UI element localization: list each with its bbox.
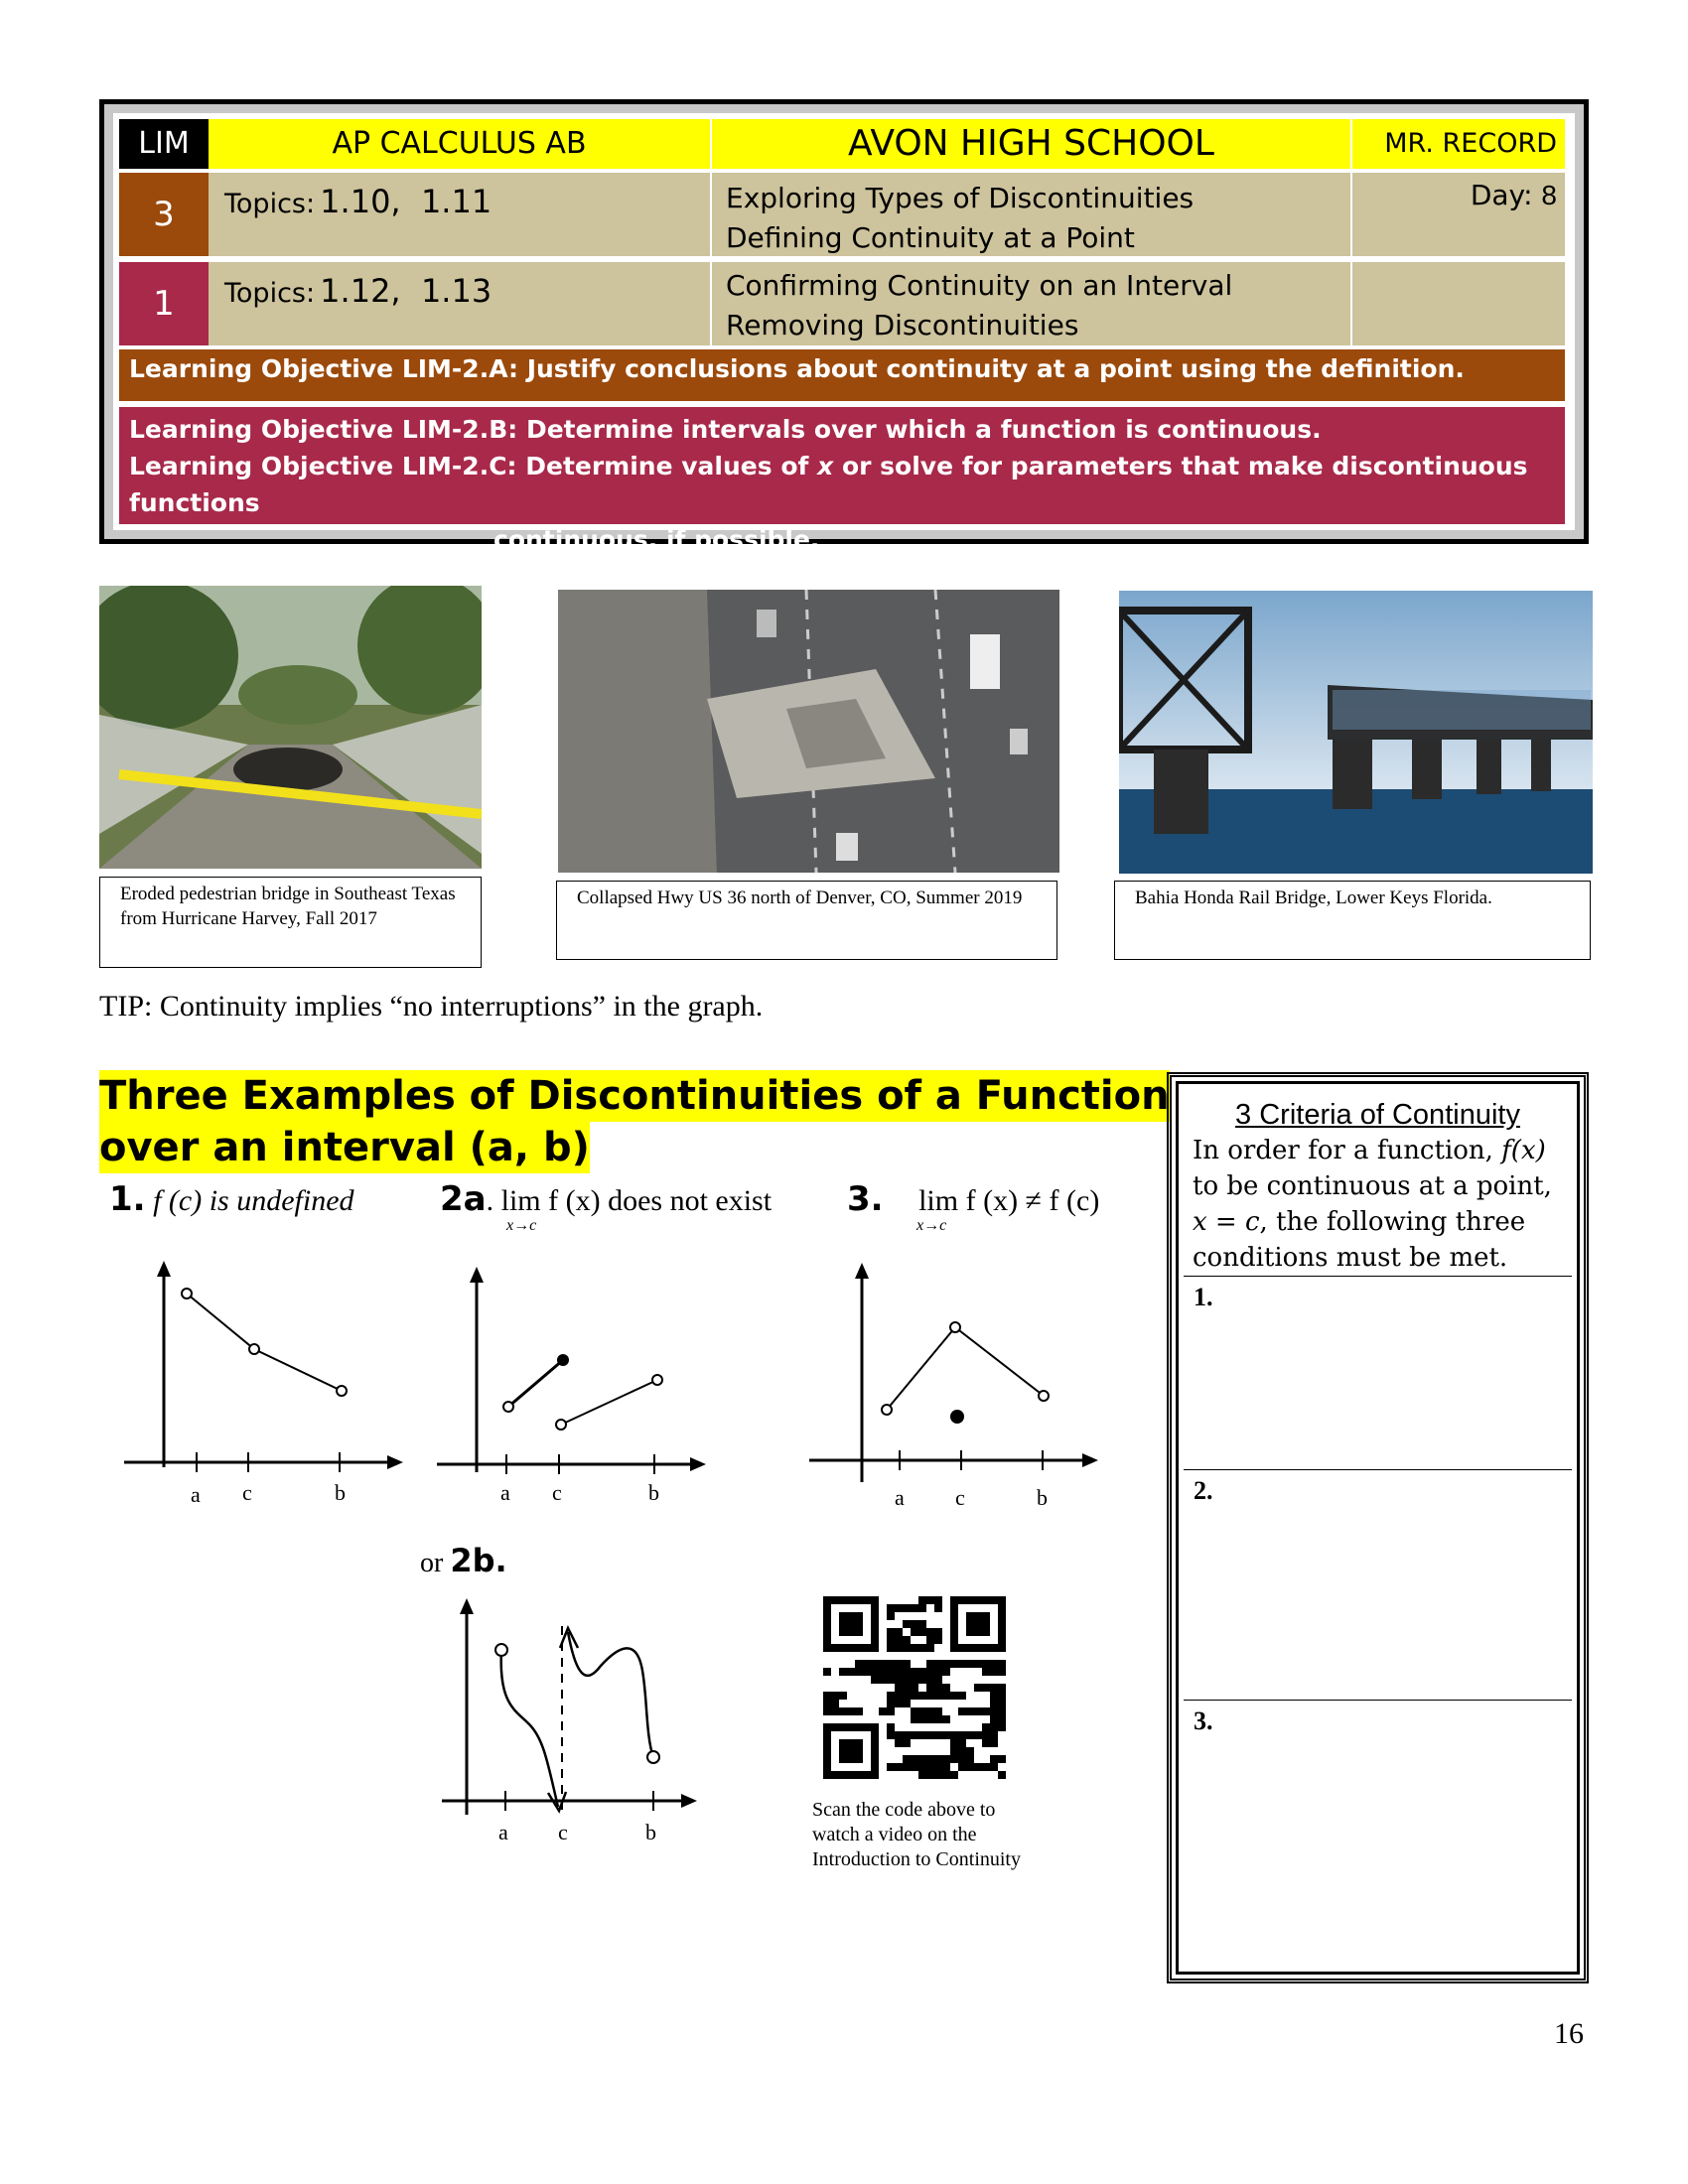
unit-number: 1	[153, 284, 175, 324]
day-cell	[1352, 173, 1565, 256]
topics-cell-1	[209, 173, 710, 256]
axis-label-c: c	[558, 1820, 568, 1844]
objective-c-text: Learning Objective LIM-2.C: Determine values of x or solve for parameters that make discontinuous functions	[129, 452, 1528, 517]
topics-values: 1.12, 1.13	[320, 272, 492, 310]
objective-c-continued: continuous, if possible.	[493, 525, 820, 554]
qr-caption: Scan the code above to watch a video on the Introduction to Continuity	[812, 1799, 1021, 1870]
graph-infinite-discontinuity	[437, 1596, 705, 1864]
section-title-line1: Three Examples of Discontinuities of a Function	[99, 1070, 1170, 1122]
example-2a-label: 2a. lim f (x) does not exist	[440, 1179, 773, 1219]
axis-label-a: a	[191, 1482, 201, 1507]
course-title: AP CALCULUS AB	[332, 126, 587, 161]
page-number: 16	[1554, 2017, 1584, 2050]
axis-label-b: b	[645, 1820, 656, 1844]
day-value: 8	[1541, 180, 1557, 210]
tip-text: TIP: Continuity implies “no interruptions” in the graph.	[99, 990, 764, 1023]
objective-a-text: Learning Objective LIM-2.A: Justify conclusions about continuity at a point using the definition.	[129, 354, 1465, 383]
example-3-label: 3. lim f (x) ≠ f (c)	[847, 1179, 1100, 1219]
section-title-line2: over an interval (a, b)	[99, 1122, 590, 1173]
graph-removable-discontinuity	[804, 1259, 1102, 1519]
criteria-item-1[interactable]: 1.	[1184, 1276, 1572, 1469]
lesson-title-line: Defining Continuity at a Point	[726, 221, 1135, 254]
teacher-name: MR. RECORD	[1384, 128, 1557, 159]
unit-cell-1	[119, 262, 209, 345]
teacher-cell	[1352, 119, 1565, 169]
unit-number: 3	[153, 195, 175, 234]
empty-cell	[1352, 262, 1565, 345]
objective-bc	[119, 407, 1565, 554]
photo-caption: Eroded pedestrian bridge in Southeast Texas from Hurricane Harvey, Fall 2017	[99, 877, 482, 968]
photo-caption: Collapsed Hwy US 36 north of Denver, CO, Summer 2019	[556, 881, 1057, 960]
qr-code[interactable]	[823, 1596, 1006, 1779]
axis-label-b: b	[648, 1480, 659, 1505]
eroded-bridge-photo	[99, 586, 482, 869]
limit-subscript: x→c	[916, 1217, 947, 1234]
graph-undefined-point	[119, 1259, 407, 1517]
course-cell	[209, 119, 710, 169]
criteria-box	[1167, 1072, 1589, 1983]
lesson-title-line: Confirming Continuity on an Interval	[726, 269, 1233, 302]
topics-label: Topics:	[224, 278, 316, 309]
axis-label-c: c	[552, 1480, 562, 1505]
axis-label-a: a	[895, 1485, 905, 1510]
collapsed-highway-photo	[558, 590, 1059, 873]
axis-label-a: a	[500, 1480, 510, 1505]
axis-label-c: c	[242, 1480, 252, 1505]
example-2b-label: or 2b.	[420, 1542, 507, 1579]
section-title	[99, 1070, 1170, 1173]
lesson-title-cell-1	[712, 173, 1350, 256]
school-name: AVON HIGH SCHOOL	[848, 123, 1214, 164]
lesson-title-line: Removing Discontinuities	[726, 309, 1079, 341]
topics-values: 1.10, 1.11	[320, 183, 492, 220]
axis-label-c: c	[955, 1485, 965, 1510]
day-label: Day:	[1470, 179, 1533, 211]
objective-a	[119, 349, 1565, 401]
lim-cell	[119, 119, 209, 169]
school-cell	[712, 119, 1350, 169]
topics-label: Topics:	[224, 189, 316, 219]
graph-jump-discontinuity	[432, 1259, 710, 1517]
axis-label-b: b	[335, 1480, 346, 1505]
criteria-item-2[interactable]: 2.	[1184, 1469, 1572, 1700]
criteria-item-3[interactable]: 3.	[1184, 1700, 1572, 1968]
header-table	[99, 99, 1589, 554]
topics-cell-2	[209, 262, 710, 345]
criteria-intro: In order for a function, f(x) to be continuous at a point, x = c, the following three conditions must be met.	[1193, 1136, 1552, 1273]
unit-cell-3	[119, 173, 209, 256]
rail-bridge-photo	[1119, 591, 1593, 874]
objective-b-text: Learning Objective LIM-2.B: Determine intervals over which a function is continuous.	[129, 415, 1322, 444]
limit-subscript: x→c	[506, 1217, 537, 1234]
axis-label-a: a	[498, 1820, 508, 1844]
axis-label-b: b	[1037, 1485, 1048, 1510]
lesson-title-line: Exploring Types of Discontinuities	[726, 182, 1195, 214]
photo-caption: Bahia Honda Rail Bridge, Lower Keys Florida.	[1114, 881, 1591, 960]
example-1-label: 1. f (c) is undefined	[109, 1179, 354, 1219]
lim-label: LIM	[138, 126, 190, 161]
lesson-title-cell-2	[712, 262, 1350, 345]
criteria-title: 3 Criteria of Continuity	[1235, 1099, 1520, 1131]
